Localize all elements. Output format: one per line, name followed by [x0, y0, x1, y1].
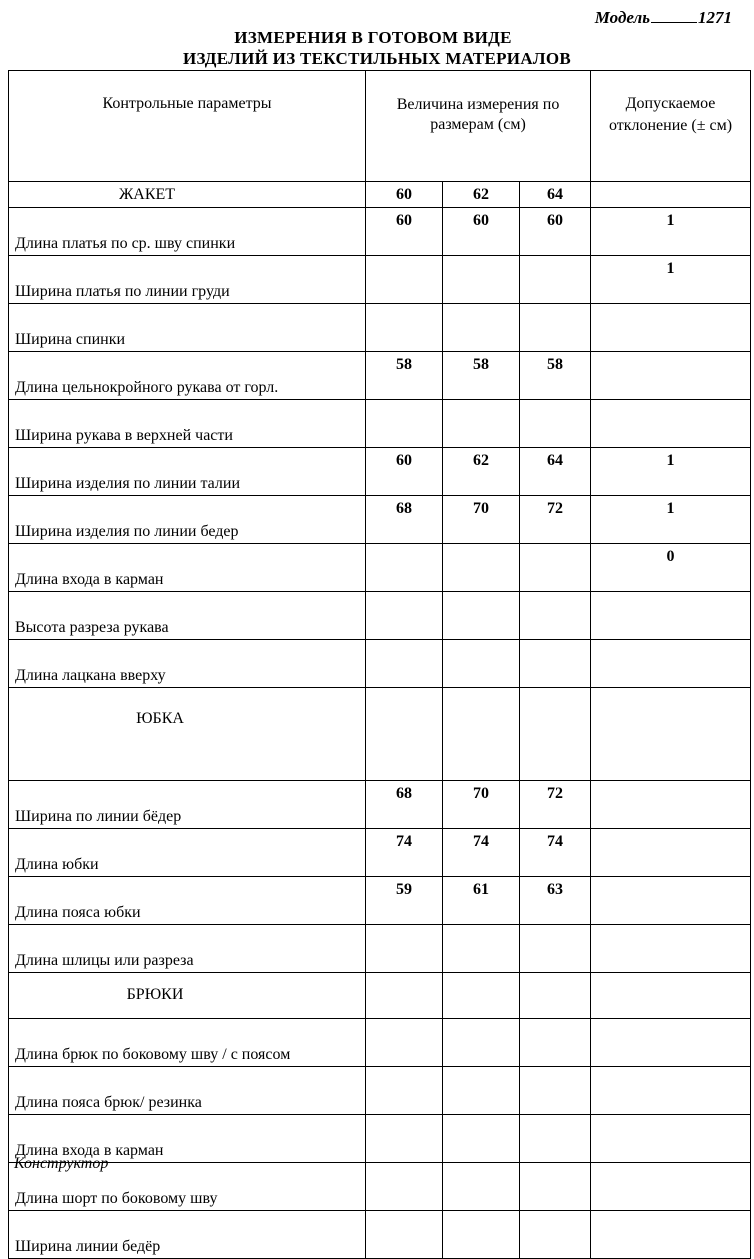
- size-value-3: 64: [520, 448, 591, 496]
- size-value-1: [366, 1115, 443, 1163]
- empty-cell: [443, 973, 520, 1019]
- parameter-label: Высота разреза рукава: [9, 592, 366, 640]
- jacket-size-3: 64: [520, 182, 591, 208]
- tolerance-value: [591, 592, 751, 640]
- document-title-line-2: ИЗДЕЛИЙ ИЗ ТЕКСТИЛЬНЫХ МАТЕРИАЛОВ: [182, 49, 572, 68]
- tolerance-value: [591, 829, 751, 877]
- tolerance-value: [591, 400, 751, 448]
- document-title-line-1: ИЗМЕРЕНИЯ В ГОТОВОМ ВИДЕ: [234, 28, 512, 47]
- size-value-2: [443, 1115, 520, 1163]
- table-row: [9, 640, 751, 688]
- size-value-2: [443, 640, 520, 688]
- parameter-label: Длина пояса брюк/ резинка: [9, 1067, 366, 1115]
- tolerance-value: 1: [591, 256, 751, 304]
- size-value-2: [443, 925, 520, 973]
- table-row: [9, 1163, 751, 1211]
- jacket-section-label: ЖАКЕТ: [9, 182, 366, 208]
- size-value-3: [520, 1019, 591, 1067]
- parameter-label: Ширина платья по линии груди: [9, 256, 366, 304]
- header-param: Контрольные параметры: [9, 71, 366, 182]
- size-value-3: 58: [520, 352, 591, 400]
- model-number: [595, 8, 732, 28]
- table-row: [9, 1019, 751, 1067]
- parameter-label: Длина юбки: [9, 829, 366, 877]
- tolerance-value: 1: [591, 208, 751, 256]
- jacket-size-1: 60: [366, 182, 443, 208]
- table-row: [9, 1115, 751, 1163]
- size-value-1: [366, 925, 443, 973]
- tolerance-value: [591, 1163, 751, 1211]
- size-value-1: 60: [366, 448, 443, 496]
- size-value-2: 60: [443, 208, 520, 256]
- tolerance-value: [591, 640, 751, 688]
- size-value-2: 62: [443, 448, 520, 496]
- measurements-table: [8, 70, 751, 1259]
- parameter-label: Ширина по линии бёдер: [9, 781, 366, 829]
- size-value-3: 63: [520, 877, 591, 925]
- tolerance-value: 1: [591, 448, 751, 496]
- size-value-1: [366, 1067, 443, 1115]
- size-value-1: [366, 592, 443, 640]
- skirt-section-label: ЮБКА: [9, 688, 366, 781]
- size-value-3: 74: [520, 829, 591, 877]
- empty-cell: [591, 973, 751, 1019]
- size-value-3: [520, 1163, 591, 1211]
- size-value-3: [520, 1115, 591, 1163]
- size-value-1: 58: [366, 352, 443, 400]
- size-value-3: [520, 304, 591, 352]
- parameter-label: Длина входа в карман: [9, 1115, 366, 1163]
- size-value-1: [366, 256, 443, 304]
- table-row: [9, 829, 751, 877]
- parameter-label: Длина пояса юбки: [9, 877, 366, 925]
- parameter-label: Длина платья по ср. шву спинки: [9, 208, 366, 256]
- constructor-signature-label: Конструктор: [14, 1155, 109, 1172]
- parameter-label: Ширина рукава в верхней части: [9, 400, 366, 448]
- size-value-1: 74: [366, 829, 443, 877]
- table-row: [9, 448, 751, 496]
- size-value-3: [520, 640, 591, 688]
- size-value-3: 72: [520, 781, 591, 829]
- table-row: [9, 496, 751, 544]
- jacket-section-tolerance: [591, 182, 751, 208]
- parameter-label: Длина шорт по боковому шву: [9, 1163, 366, 1211]
- table-row: [9, 1211, 751, 1259]
- size-value-3: [520, 925, 591, 973]
- tolerance-value: [591, 1211, 751, 1259]
- skirt-section-row: [9, 688, 751, 781]
- size-value-1: [366, 640, 443, 688]
- parameter-label: Длина брюк по боковому шву / с поясом: [9, 1019, 366, 1067]
- tolerance-value: [591, 352, 751, 400]
- empty-cell: [443, 688, 520, 781]
- table-row: [9, 544, 751, 592]
- size-value-2: 70: [443, 496, 520, 544]
- parameter-label: Длина лацкана вверху: [9, 640, 366, 688]
- table-row: [9, 877, 751, 925]
- size-value-1: [366, 1019, 443, 1067]
- size-value-2: [443, 1163, 520, 1211]
- size-value-1: [366, 400, 443, 448]
- pants-section-label: БРЮКИ: [9, 973, 366, 1019]
- parameter-label: Ширина линии бедёр: [9, 1211, 366, 1259]
- tolerance-value: [591, 925, 751, 973]
- table-row: [9, 400, 751, 448]
- size-value-2: [443, 1211, 520, 1259]
- table-row: [9, 304, 751, 352]
- size-value-1: 60: [366, 208, 443, 256]
- tolerance-value: [591, 781, 751, 829]
- empty-cell: [520, 688, 591, 781]
- size-value-1: 68: [366, 781, 443, 829]
- size-value-3: [520, 1211, 591, 1259]
- jacket-size-2: 62: [443, 182, 520, 208]
- tolerance-value: [591, 1019, 751, 1067]
- tolerance-value: 1: [591, 496, 751, 544]
- table-row: [9, 592, 751, 640]
- tolerance-value: [591, 877, 751, 925]
- jacket-section-row: [9, 182, 751, 208]
- empty-cell: [366, 688, 443, 781]
- size-value-3: [520, 1067, 591, 1115]
- parameter-label: Длина шлицы или разреза: [9, 925, 366, 973]
- size-value-2: [443, 304, 520, 352]
- table-row: [9, 256, 751, 304]
- tolerance-value: 0: [591, 544, 751, 592]
- size-value-3: [520, 592, 591, 640]
- size-value-2: 61: [443, 877, 520, 925]
- parameter-label: Ширина изделия по линии бедер: [9, 496, 366, 544]
- parameter-label: Ширина изделия по линии талии: [9, 448, 366, 496]
- size-value-3: 60: [520, 208, 591, 256]
- size-value-2: 58: [443, 352, 520, 400]
- pants-section-row: [9, 973, 751, 1019]
- table-row: [9, 781, 751, 829]
- size-value-1: [366, 544, 443, 592]
- parameter-label: Ширина спинки: [9, 304, 366, 352]
- size-value-3: 72: [520, 496, 591, 544]
- parameter-label: Длина цельнокройного рукава от горл.: [9, 352, 366, 400]
- parameter-label: Длина входа в карман: [9, 544, 366, 592]
- size-value-1: 68: [366, 496, 443, 544]
- size-value-2: [443, 592, 520, 640]
- table-header-row: [9, 71, 751, 182]
- size-value-2: 74: [443, 829, 520, 877]
- size-value-2: [443, 1019, 520, 1067]
- size-value-1: [366, 1211, 443, 1259]
- size-value-1: [366, 1163, 443, 1211]
- size-value-2: [443, 256, 520, 304]
- size-value-3: [520, 544, 591, 592]
- size-value-3: [520, 400, 591, 448]
- header-sizes: Величина измерения по размерам (см): [366, 71, 591, 182]
- table-row: [9, 208, 751, 256]
- size-value-2: [443, 400, 520, 448]
- table-row: [9, 1067, 751, 1115]
- table-row: [9, 925, 751, 973]
- model-prefix: Модель: [594, 8, 650, 27]
- table-row: [9, 352, 751, 400]
- size-value-2: [443, 1067, 520, 1115]
- header-tolerance: Допускаемое отклонение (± см): [591, 71, 751, 182]
- tolerance-value: [591, 1067, 751, 1115]
- tolerance-value: [591, 304, 751, 352]
- measurements-table-body: [9, 71, 751, 1259]
- size-value-3: [520, 256, 591, 304]
- size-value-2: [443, 544, 520, 592]
- tolerance-value: [591, 1115, 751, 1163]
- model-number-value: 1271: [698, 8, 732, 27]
- empty-cell: [366, 973, 443, 1019]
- empty-cell: [591, 688, 751, 781]
- empty-cell: [520, 973, 591, 1019]
- size-value-2: 70: [443, 781, 520, 829]
- model-underline: [651, 8, 697, 23]
- size-value-1: 59: [366, 877, 443, 925]
- size-value-1: [366, 304, 443, 352]
